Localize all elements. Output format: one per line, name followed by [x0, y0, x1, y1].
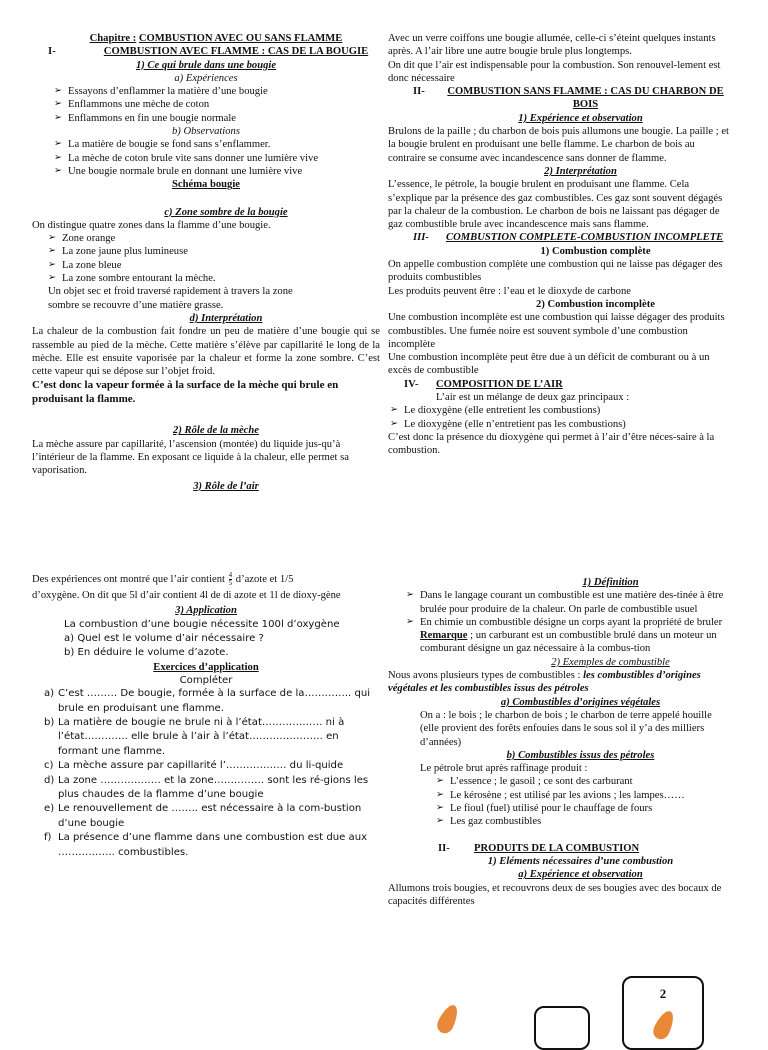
subheading-examples: 2) Exemples de combustible [551, 656, 670, 668]
section-3-heading: III- COMBUSTION COMPLETE-COMBUSTION INCOMPLETE [413, 232, 724, 244]
list-item: ➢ L’essence ; le gasoil ; ce sont des carburant [434, 775, 733, 788]
zones-intro: On distingue quatre zones dans la flamme d’une bougie. [32, 219, 271, 231]
list-item: ➢ La zone sombre entourant la mèche. [46, 272, 380, 285]
figure-label: 2 [659, 986, 667, 1001]
list-item: a) C’est ……… De bougie, formée à la surface de la………….. qui brule en produisant une flamme. [44, 688, 371, 714]
petroleum-list [388, 775, 733, 828]
list-item: ➢ La matière de bougie se fond sans s’enflammer. [52, 138, 380, 151]
list-item: ➢ Le kérosène ; est utilisé par les avions ; les lampes…… [434, 789, 733, 802]
quadrant-top-right [388, 32, 733, 458]
charcoal-experience-text: Brulons de la paille ; du charbon de bois puis allumons une bougie. La paille ; et la bougie brulent en produisant une belle flamme. Le charbon de bois au contraire se consume avec incandescence sans donner de flamme. [388, 126, 729, 164]
subheading-dark-zone: c) Zone sombre de la bougie [164, 206, 288, 218]
list-item: ➢ La mèche de coton brule vite sans donner une lumière vive [52, 152, 380, 165]
plant-fuels-text: On a : le bois ; le charbon de bois ; le charbon de terre appelé houille (elle provient des forêts enfouies dans le sous sol il y’a des milliers d’années) [420, 709, 712, 748]
list-item: ➢ Le dioxygène (elle entretient les combustions) [388, 404, 733, 417]
list-item: ➢ Dans le langage courant un combustible est une matière des-tinée à être brulée pour produire de la chaleur. On parle de combustible usuel [404, 589, 733, 616]
gas-list [388, 404, 733, 431]
subheading-application: 3) Application [175, 605, 237, 617]
list-item: ➢ En chimie un combustible désigne un corps ayant la propriété de bruler [404, 616, 733, 629]
air-conclusion-text: On dit que l’air est indispensable pour la combustion. Son renouvel-lement est donc nécessaire [388, 59, 721, 84]
list-item: d) La zone ……………… et la zone…………… sont les ré-gions les plus chaudes de la flamme d’une bougie [44, 774, 369, 800]
interpretation-conclusion: C’est donc la vapeur formée à la surface de la mèche qui brule en produisant la flamme. [32, 379, 339, 406]
list-item: ➢ Le fioul (fuel) utilisé pour le chauffage de fours [434, 802, 733, 815]
list-item: ➢ Zone orange [46, 232, 380, 245]
list-item: ➢ Le dioxygène (elle n’entretient pas les combustions) [388, 418, 733, 431]
petroleum-intro: Le pétrole brut après raffinage produit : [420, 763, 588, 775]
subheading-interpretation: d) Interprétation [189, 312, 263, 324]
air-composition-conclusion: C’est donc la présence du dioxygène qui permet à l’air d’être néces-saire à la combustion. [388, 431, 715, 457]
quadrant-bottom-left [32, 572, 380, 860]
spacer [388, 829, 733, 842]
subheading-complete-combustion: 1) Combustion complète [540, 245, 651, 257]
air-fraction-text: Des expériences ont montré que l’air contient $\frac{4}{5}$ d’azote et 1/5 [32, 571, 294, 587]
remark: Remarque ; un carburant est un combustible brulé dans un moteur un comburant désigne un gaz nécessaire à la combus-tion [420, 630, 717, 655]
quadrant-bottom-right [388, 576, 733, 908]
section-2-heading: II- COMBUSTION SANS FLAMME : CAS DU CHARBON DE BOIS [413, 86, 724, 111]
exercises-title: Exercices d’application [153, 661, 259, 673]
list-item: ➢ Enflammons en fin une bougie normale [52, 112, 380, 125]
subheading-experiences: a) Expériences [174, 72, 238, 84]
subheading-observations: b) Observations [172, 126, 240, 138]
quadrant-top-left [32, 32, 380, 493]
candle-flame-drawing [434, 1002, 461, 1036]
subheading-experience-observation-2: a) Expérience et observation [518, 869, 643, 881]
incomplete-combustion-text: Une combustion incomplète est une combustion qui laisse dégager des produits combustibles. Une fumée noire est souvent symbole d’une combustion incomplète [388, 312, 725, 350]
wick-role-text: La mèche assure par capillarité, l’ascension (montée) du liquide jus-qu’à l’intérieur de la flamme. En exposant ce liquide à la chaleur, elle permet sa vaporisation. [32, 438, 349, 477]
list-item: ➢ Essayons d’enflammer la matière d’une bougie [52, 85, 380, 98]
chapter-title: Chapitre : COMBUSTION AVEC OU SANS FLAMME [89, 33, 343, 44]
subheading-experience-observation: 1) Expérience et observation [518, 112, 643, 124]
section-4-heading: IV- COMPOSITION DE L’AIR [404, 378, 563, 390]
list-item: ➢ La zone jaune plus lumineuse [46, 245, 380, 258]
observations-list [32, 138, 380, 178]
air-composition-intro: L’air est un mélange de deux gaz principaux : [436, 392, 630, 404]
subheading-petroleum-fuels: b) Combustibles issus des pétroles [506, 749, 655, 761]
spacer [32, 406, 380, 424]
section-2-products-heading: II- PRODUITS DE LA COMBUSTION [438, 842, 640, 854]
subheading-plant-fuels: a) Combustibles d’origines végétales [500, 696, 661, 708]
subheading-wick-role: 2) Rôle de la mèche [173, 425, 259, 437]
incomplete-causes-text: Une combustion incomplète peut être due à un déficit de comburant ou à un excès de combustible [388, 352, 710, 377]
list-item: c) La mèche assure par capillarité l’……………… du li-quide [44, 760, 344, 772]
candles-experiment-text: Allumons trois bougies, et recouvrons deux de ses bougies avec des bocaux de capacités différentes [388, 882, 722, 907]
exercise-list [32, 687, 380, 860]
experiences-list [32, 85, 380, 125]
application-problem: La combustion d’une bougie nécessite 100l d’oxygène a) Quel est le volume d’air nécessaire ? b) En déduire le volume d’azote. [64, 618, 340, 659]
air-experiment-text: Avec un verre coiffons une bougie allumée, celle-ci s’éteint quelques instants après. A l’air libre une autre bougie brule plus longtemps. [388, 33, 716, 58]
schema-label: Schéma bougie [172, 179, 240, 191]
fraction: $\frac{4}{5}$ [228, 571, 233, 587]
jar-drawing [534, 1006, 590, 1050]
examples-intro: Nous avons plusieurs types de combustibles : les combustibles d’origines végétales et les combustibles issus des pétroles [388, 670, 701, 695]
list-item: f) La présence d’une flamme dans une combustion est due aux …………….. combustibles. [44, 832, 368, 858]
section-1-heading: I- COMBUSTION AVEC FLAMME : CAS DE LA BOUGIE [48, 46, 369, 58]
list-item: ➢ Une bougie normale brule en donnant une lumière vive [52, 165, 380, 178]
list-item: ➢ Les gaz combustibles [434, 815, 733, 828]
subheading-what-burns: 1) Ce qui brule dans une bougie [135, 59, 277, 71]
complete-combustion-text: On appelle combustion complète une combustion qui ne laisse pas dégager des produits combustibles [388, 259, 723, 284]
list-item: ➢ Enflammons une mèche de coton [52, 98, 380, 111]
subheading-definition: 1) Définition [582, 577, 639, 588]
subheading-incomplete-combustion: 2) Combustion incomplète [536, 298, 655, 310]
spacer [32, 192, 380, 206]
subheading-air-role: 3) Rôle de l’air [193, 480, 259, 492]
subheading-necessary-elements: 1) Eléments nécessaires d’une combustion [487, 855, 674, 867]
exercises-instruction: Compléter [179, 675, 233, 687]
list-item: b) La matière de bougie ne brule ni à l’état……………… ni à l’état…………. elle brule à l’air à l’état…………………. en formant une flamme. [44, 716, 345, 757]
zone-note: Un objet sec et froid traversé rapidement à travers la zone sombre se recouvre d’une matière grasse. [48, 286, 293, 311]
list-item: ➢ La zone bleue [46, 259, 380, 272]
complete-products-text: Les produits peuvent être : l’eau et le dioxyde de carbone [388, 285, 631, 297]
zones-list [32, 232, 380, 285]
definition-list [388, 589, 733, 629]
list-item: e) Le renouvellement de …….. est nécessaire à la com-bustion d’une bougie [44, 803, 362, 829]
subheading-interpretation-2: 2) Interprétation [544, 165, 617, 177]
air-volume-text: d’oxygène. On dit que 5l d’air contient 4l de di azote et 1l de dioxy-gène [32, 590, 341, 601]
charcoal-interpretation-text: L’essence, le pétrole, la bougie brulent en produisant une flamme. Cela s’explique par la présence des gaz combustibles. Ces gaz sont souvent dégagés par la chaleur de la combustion. Le charbon de bois ne laissant pas dégager de gaz combustible brule avec incandescence mais sans flamme. [388, 179, 723, 231]
interpretation-text: La chaleur de la combustion fait fondre un peu de matière d’une bougie qui se rassemble au pied de la mèche. Cette matière s’élève par capillarité le long de la mèche. Elle est ensuite vaporisée par la chaleur et forme la zone sombre. C’est cette vapeur qui se dépose sur l’objet froid. [32, 326, 380, 378]
